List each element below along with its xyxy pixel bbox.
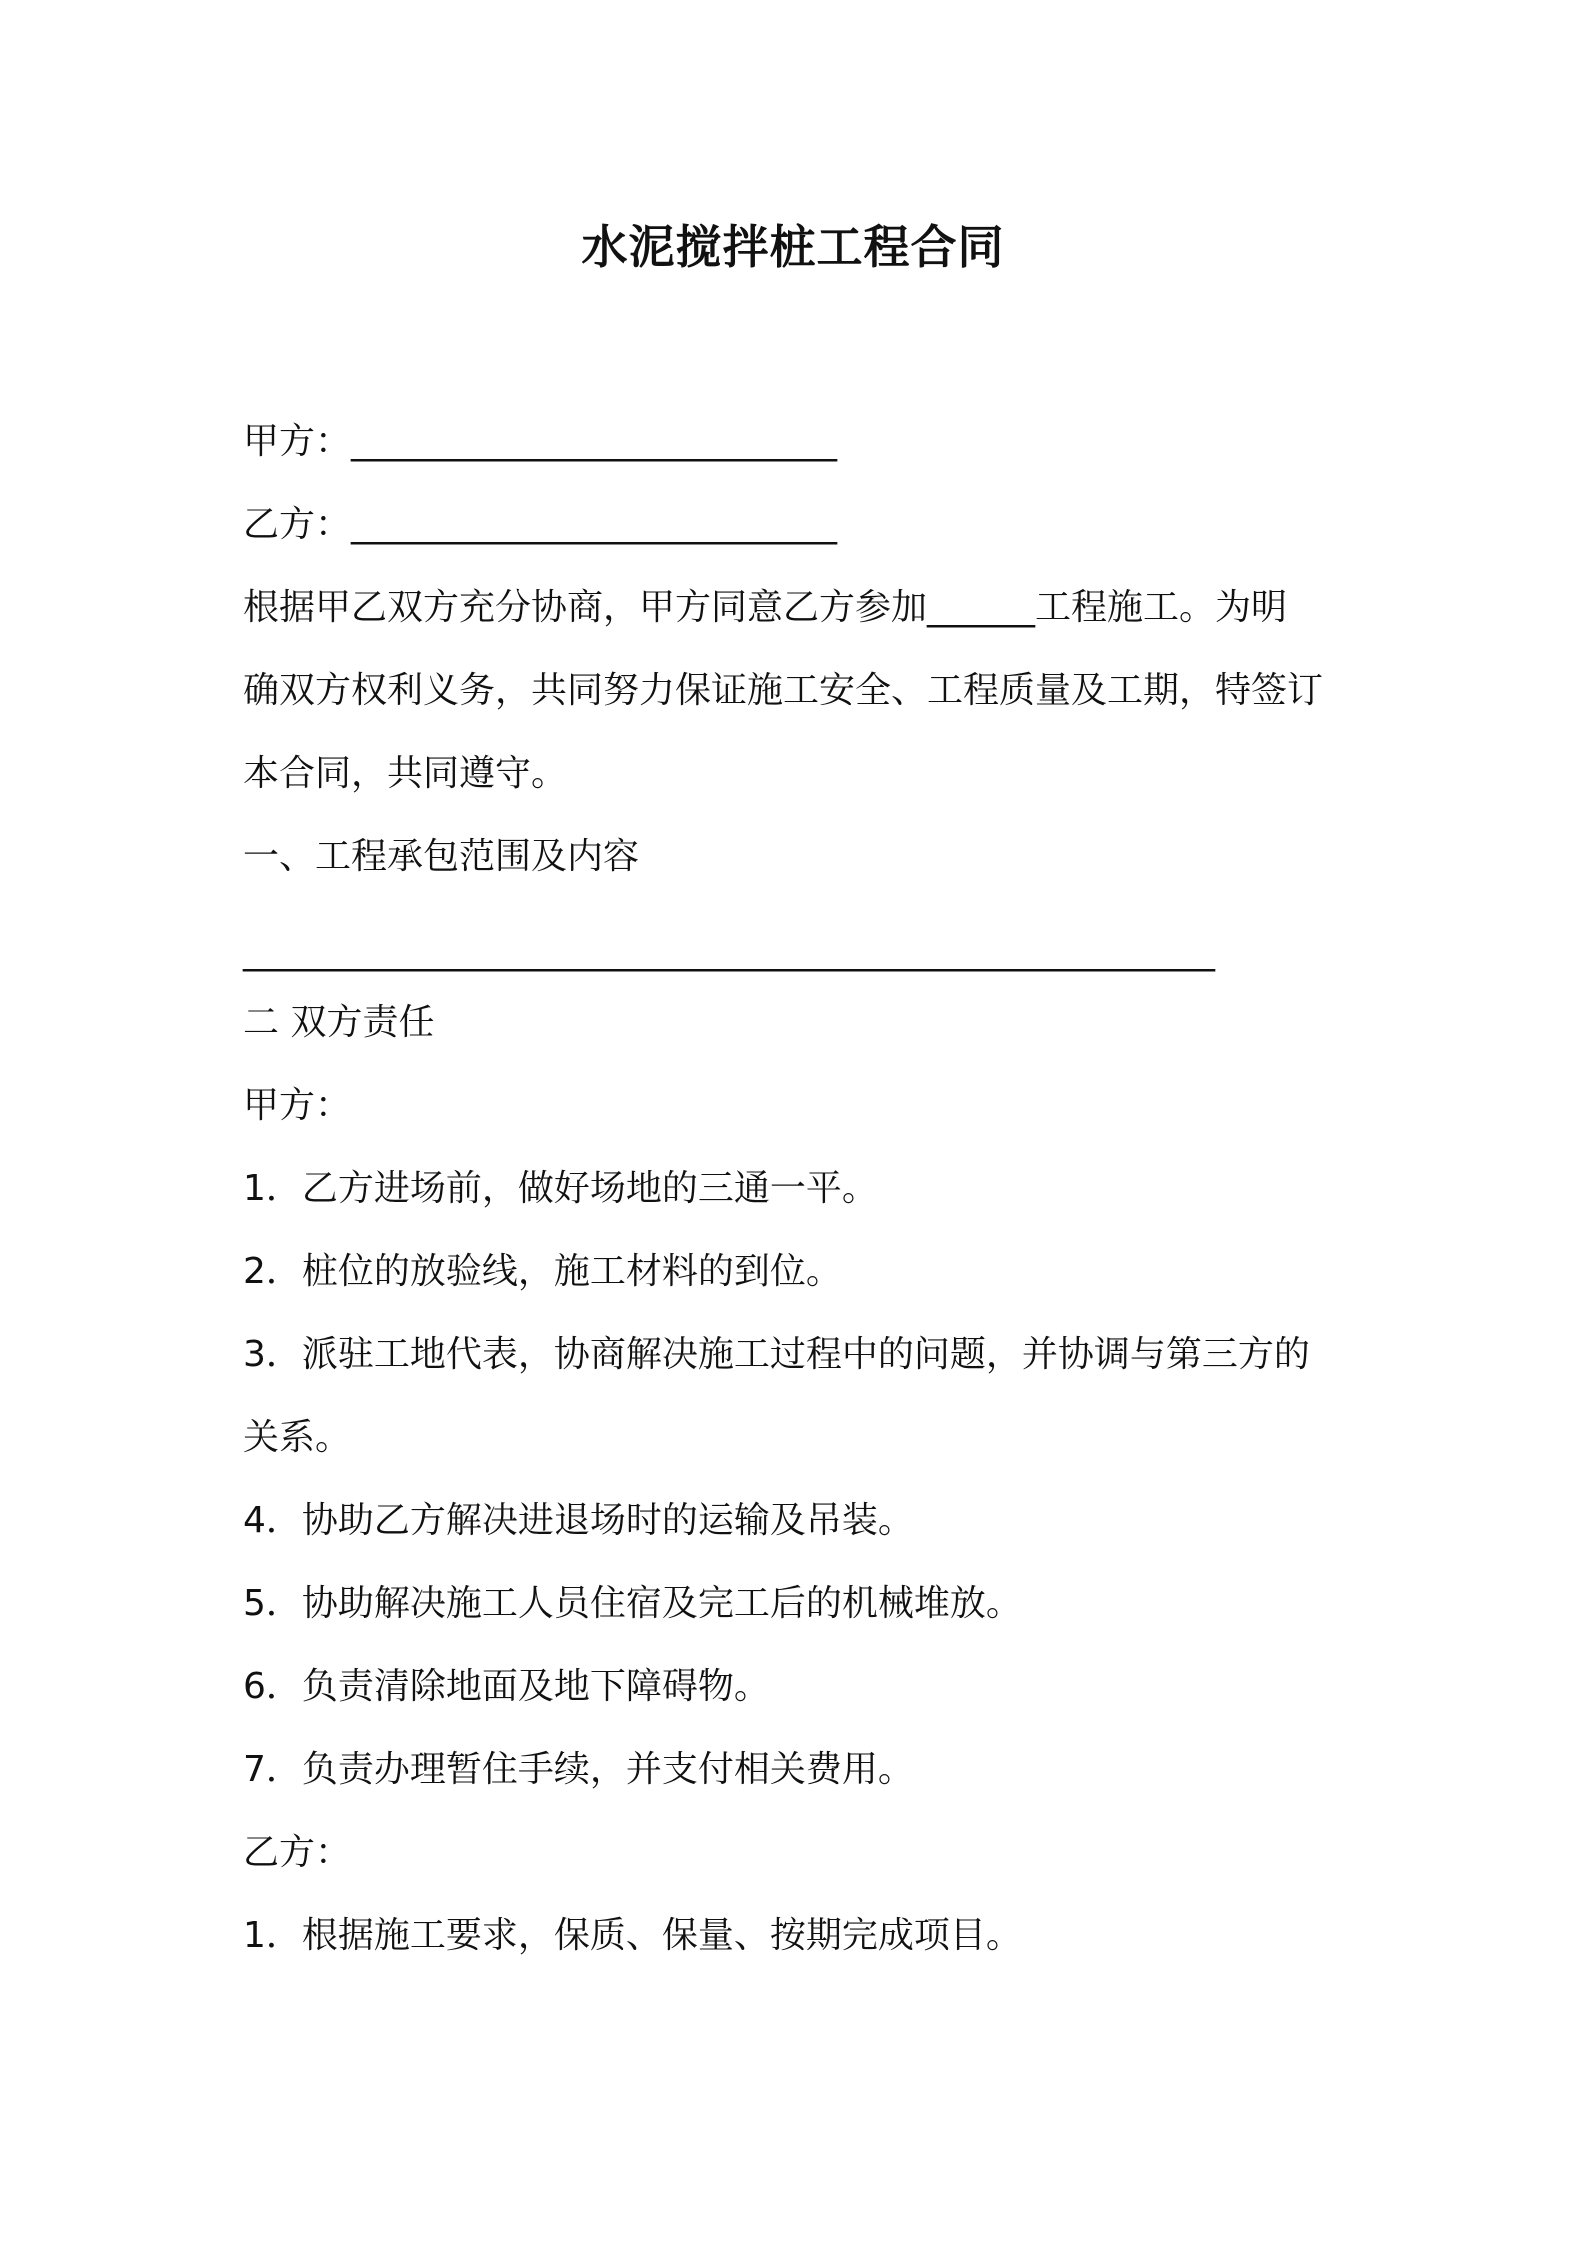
party-b-label: 乙方： xyxy=(243,1832,352,1873)
intro-paragraph-line: 确双方权利义务，共同努力保证施工安全、工程质量及工期，特签订 xyxy=(243,670,1324,711)
party-b-field: 乙方：___________________________ xyxy=(243,504,838,545)
list-item: 6．负责清除地面及地下障碍物。 xyxy=(243,1666,770,1707)
list-item: 5．协助解决施工人员住宿及完工后的机械堆放。 xyxy=(243,1583,1022,1624)
scope-blank-line: ______________________________________________________ xyxy=(243,931,1215,972)
party-a-label: 甲方： xyxy=(243,1085,352,1126)
party-a-field: 甲方：___________________________ xyxy=(243,421,838,462)
intro-paragraph-line: 根据甲乙双方充分协商，甲方同意乙方参加______工程施工。为明 xyxy=(243,587,1288,628)
section-heading-responsibilities: 二 双方责任 xyxy=(243,1002,435,1043)
list-item: 1．乙方进场前，做好场地的三通一平。 xyxy=(243,1168,878,1209)
list-item: 7．负责办理暂住手续，并支付相关费用。 xyxy=(243,1749,914,1790)
list-item: 3．派驻工地代表，协商解决施工过程中的问题，并协调与第三方的 xyxy=(243,1334,1310,1375)
section-heading-scope: 一、工程承包范围及内容 xyxy=(243,836,640,877)
intro-paragraph-line: 本合同，共同遵守。 xyxy=(243,753,568,794)
list-item: 2．桩位的放验线，施工材料的到位。 xyxy=(243,1251,842,1292)
document-title: 水泥搅拌桩工程合同 xyxy=(581,220,1005,274)
document-body xyxy=(243,400,1353,1977)
list-item: 1．根据施工要求，保质、保量、按期完成项目。 xyxy=(243,1915,1022,1956)
list-item-continuation: 关系。 xyxy=(243,1417,352,1458)
list-item: 4．协助乙方解决进退场时的运输及吊装。 xyxy=(243,1500,914,1541)
